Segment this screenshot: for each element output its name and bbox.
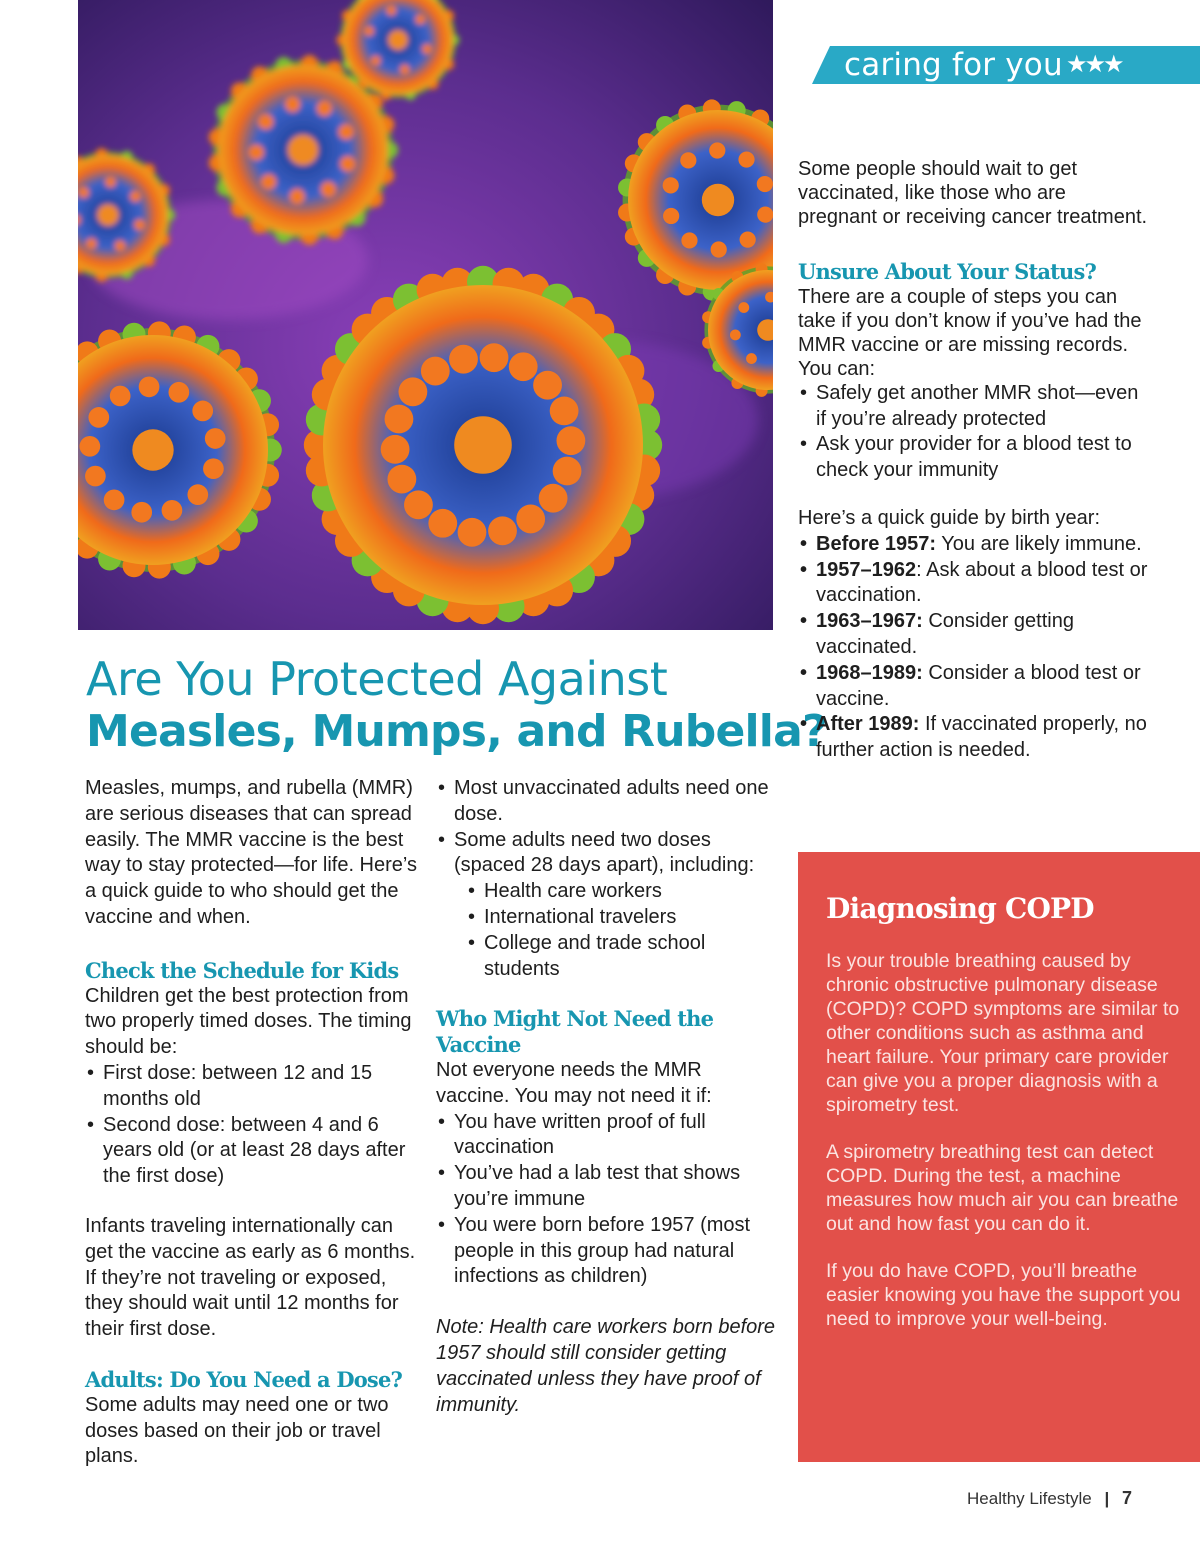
list-item: • Safely get another MMR shot—even if you’re already protected [798,381,1148,433]
status-heading: Unsure About Your Status? [798,259,1097,284]
copd-paragraph: A spirometry breathing test can detect COPD. During the test, a machine measures how much air you can breathe out and how fast you can do it. [826,1141,1179,1235]
list-item-text: Some adults need two doses (spaced 28 days apart), including: [454,828,755,877]
section-banner [812,46,1200,84]
guide-intro: Here’s a quick guide by birth year: [798,506,1101,529]
column-2 [436,776,776,1418]
adults-heading: Adults: Do You Need a Dose? [85,1366,403,1392]
kids-dose-list [85,1061,425,1190]
guide-year: 1963–1967: [816,610,923,633]
guide-text: Consider a blood test or vaccine. [816,661,1141,710]
not-need-text: Not everyone needs the MMR vaccine. You may not need it if: [436,1058,712,1107]
adults-sub-list [466,879,776,982]
column-3 [798,157,1148,764]
list-item: • Most unvaccinated adults need one dose. [436,776,776,828]
list-item [798,532,1148,558]
kids-heading: Check the Schedule for Kids [85,957,399,983]
copd-body [826,949,1186,1331]
guide-text: : Ask about a blood test or vaccination. [816,558,1148,607]
list-item [436,828,776,983]
publication-name: Healthy Lifestyle [967,1489,1092,1508]
note-paragraph: Note: Health care workers born before 1957 should still consider getting vaccinated unless they have proof of immunity. [436,1316,776,1416]
guide-year: 1957–1962 [816,558,917,581]
list-item [798,609,1148,661]
birth-year-guide [798,532,1148,764]
list-item [798,661,1148,713]
list-item [798,558,1148,610]
list-item: • International travelers [466,905,776,931]
not-need-list [436,1110,776,1291]
list-item: • You have written proof of full vaccination [436,1110,776,1162]
footer-separator: | [1104,1489,1110,1508]
list-item: • College and trade school students [466,931,776,983]
article-title-line1: Are You Protected Against [86,652,668,706]
copd-paragraph: If you do have COPD, you’ll breathe easier knowing you have the support you need to improve your well-being. [826,1260,1181,1330]
guide-text: If vaccinated properly, no further action is needed. [816,713,1147,762]
copd-paragraph: Is your trouble breathing caused by chronic obstructive pulmonary disease (COPD)? COPD symptoms are similar to other conditions such as asthma and heart failure. Your primary care provider can give you a proper diagnosis with a spirometry test. [826,950,1180,1116]
infants-paragraph: Infants traveling internationally can get the vaccine as early as 6 months. If they’re not traveling or exposed, they should wait until 12 months for their first dose. [85,1214,416,1341]
article-title-line2: Measles, Mumps, and Rubella? [86,706,827,757]
status-text: There are a couple of steps you can take if you don’t know if you’ve had the MMR vaccine or are missing records. You can: [798,285,1142,380]
guide-text: You are likely immune. [936,532,1142,555]
measles-virus-image [78,0,773,630]
list-item: • You were born before 1957 (most people in this group had natural infections as children) [436,1213,776,1290]
list-item: • First dose: between 12 and 15 months old [85,1061,425,1113]
not-need-heading: Who Might Not Need the Vaccine [436,1006,714,1058]
section-label: caring for you [844,47,1063,83]
list-item: • Second dose: between 4 and 6 years old (or at least 28 days after the first dose) [85,1113,425,1190]
column-1 [85,776,425,1470]
list-item: • You’ve had a lab test that shows you’re immune [436,1161,776,1213]
page-footer [967,1488,1132,1509]
guide-year: 1968–1989: [816,661,923,684]
virus-particle [304,266,662,624]
wait-paragraph: Some people should wait to get vaccinated, like those who are pregnant or receiving cancer treatment. [798,158,1148,228]
kids-text: Children get the best protection from two properly timed doses. The timing should be: [85,984,412,1059]
list-item: • Health care workers [466,879,776,905]
status-list [798,381,1148,484]
list-item: • Ask your provider for a blood test to check your immunity [798,432,1148,484]
copd-sidebar [798,852,1200,1462]
adults-text: Some adults may need one or two doses based on their job or travel plans. [85,1393,389,1468]
copd-title: Diagnosing COPD [826,892,1094,925]
adults-dose-list [436,776,776,982]
intro-paragraph: Measles, mumps, and rubella (MMR) are serious diseases that can spread easily. The MMR vaccine is the best way to stay protected—for life. Here’s a quick guide to who should get the vaccine and when. [85,777,417,928]
page-number: 7 [1121,1488,1132,1508]
guide-year: Before 1957: [816,532,937,555]
list-item [798,712,1148,764]
guide-text: Consider getting vaccinated. [816,610,1074,658]
guide-year: After 1989: [816,713,920,736]
stars-icon: ★★★ [1066,51,1122,78]
